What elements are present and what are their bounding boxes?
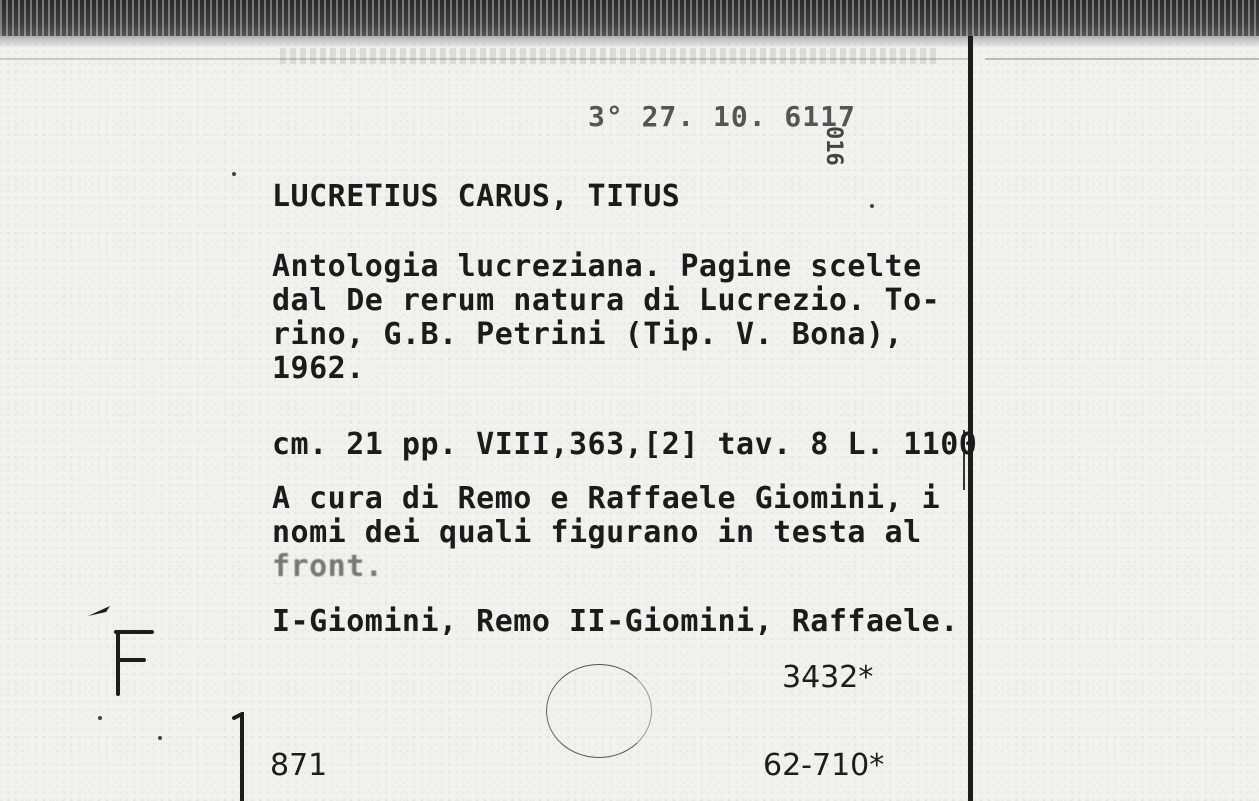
note-line: nomi dei quali figurano in testa al [272, 515, 922, 550]
author-heading: LUCRETIUS CARUS, TITUS [272, 179, 681, 214]
lc-number: 62-710* [763, 748, 885, 783]
note-line: front. [272, 549, 384, 584]
speck [158, 736, 162, 740]
ghost-text-bleed [280, 48, 940, 64]
added-entries: I-Giomini, Remo II-Giomini, Raffaele. [272, 604, 959, 639]
body-line: rino, G.B. Petrini (Tip. V. Bona), [272, 317, 904, 352]
body-line: dal De rerum natura di Lucrezio. To- [272, 283, 941, 318]
card-top-shadow [0, 36, 1259, 48]
shelfmark: 3° 27. 10. 6117 [588, 100, 856, 133]
faint-rule-left [0, 58, 970, 60]
punch-hole [546, 664, 652, 758]
note-line: A cura di Remo e Raffaele Giomini, i [272, 481, 941, 516]
speck [98, 716, 102, 720]
class-number: 871 [270, 748, 328, 783]
speck [870, 204, 874, 208]
vertical-rule [968, 36, 973, 801]
body-line: 1962. [272, 351, 365, 386]
side-mark: 016 [821, 126, 846, 166]
collation-line: cm. 21 pp. VIII,363,[2] tav. 8 L. 1100 [272, 427, 978, 462]
pen-tick-mark [86, 604, 112, 618]
handwritten-number: 3432* [782, 660, 874, 695]
faint-rule-right [985, 58, 1259, 60]
body-line: Antologia lucreziana. Pagine scelte [272, 249, 922, 284]
handwritten-f-mark [110, 626, 160, 696]
speck [232, 172, 236, 176]
bracket-mark [232, 712, 246, 801]
card-top-edge [0, 0, 1259, 36]
